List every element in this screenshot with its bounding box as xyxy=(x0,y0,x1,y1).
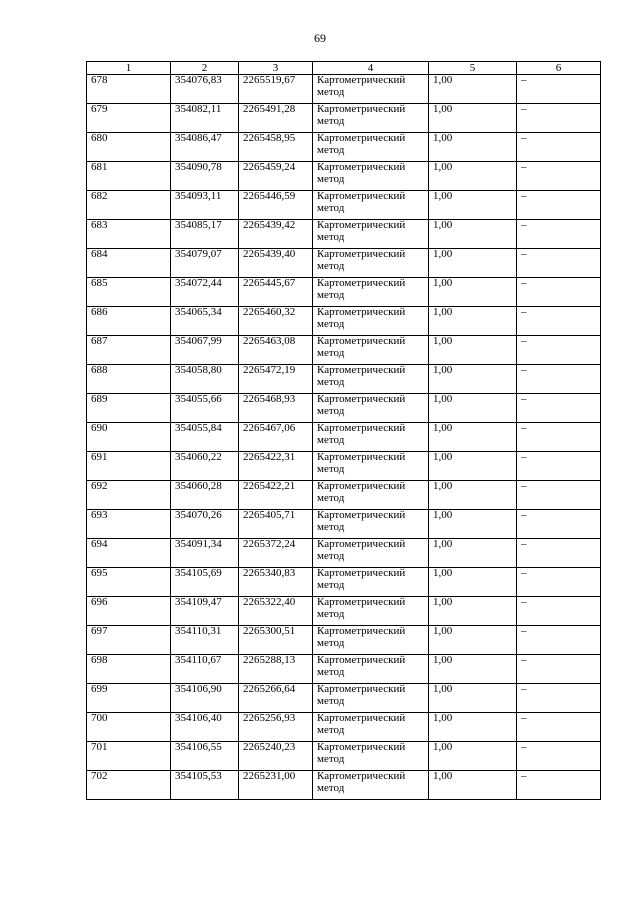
method-text: Картометрический xyxy=(317,306,406,318)
x-coordinate-cell: 354090,78 xyxy=(171,162,239,191)
method-cell xyxy=(313,278,429,307)
point-number-cell: 702 xyxy=(87,771,171,800)
table-header-row xyxy=(87,62,601,75)
y-coordinate-cell: 2265467,06 xyxy=(239,423,313,452)
method-cell xyxy=(313,104,429,133)
method-text: Картометрический xyxy=(317,248,406,260)
accuracy-cell: 1,00 xyxy=(429,394,517,423)
method-text: метод xyxy=(317,346,345,359)
point-number-cell: 694 xyxy=(87,539,171,568)
method-text: метод xyxy=(317,230,345,243)
point-number-cell: 700 xyxy=(87,713,171,742)
x-coordinate-cell: 354106,40 xyxy=(171,713,239,742)
method-text: метод xyxy=(317,85,345,98)
table-row xyxy=(87,423,601,452)
note-cell: – xyxy=(517,684,601,713)
note-cell: – xyxy=(517,104,601,133)
point-number-cell: 687 xyxy=(87,336,171,365)
note-cell: – xyxy=(517,220,601,249)
note-cell: – xyxy=(517,278,601,307)
method-text: метод xyxy=(317,752,345,765)
table-row xyxy=(87,452,601,481)
table-row xyxy=(87,336,601,365)
point-number-cell: 688 xyxy=(87,365,171,394)
coordinates-table xyxy=(86,61,601,800)
accuracy-cell: 1,00 xyxy=(429,104,517,133)
column-header: 5 xyxy=(429,62,517,75)
method-text: метод xyxy=(317,317,345,330)
x-coordinate-cell: 354109,47 xyxy=(171,597,239,626)
accuracy-cell: 1,00 xyxy=(429,307,517,336)
y-coordinate-cell: 2265322,40 xyxy=(239,597,313,626)
point-number-cell: 698 xyxy=(87,655,171,684)
x-coordinate-cell: 354106,55 xyxy=(171,742,239,771)
x-coordinate-cell: 354067,99 xyxy=(171,336,239,365)
point-number-cell: 680 xyxy=(87,133,171,162)
method-text: метод xyxy=(317,607,345,620)
note-cell: – xyxy=(517,133,601,162)
y-coordinate-cell: 2265439,40 xyxy=(239,249,313,278)
method-text: метод xyxy=(317,491,345,504)
accuracy-cell: 1,00 xyxy=(429,365,517,394)
accuracy-cell: 1,00 xyxy=(429,684,517,713)
method-cell xyxy=(313,220,429,249)
method-text: Картометрический xyxy=(317,683,406,695)
method-cell xyxy=(313,510,429,539)
x-coordinate-cell: 354110,31 xyxy=(171,626,239,655)
method-text: метод xyxy=(317,259,345,272)
note-cell: – xyxy=(517,771,601,800)
accuracy-cell: 1,00 xyxy=(429,75,517,104)
note-cell: – xyxy=(517,191,601,220)
x-coordinate-cell: 354093,11 xyxy=(171,191,239,220)
table-row xyxy=(87,771,601,800)
point-number-cell: 693 xyxy=(87,510,171,539)
y-coordinate-cell: 2265266,64 xyxy=(239,684,313,713)
point-number-cell: 690 xyxy=(87,423,171,452)
note-cell: – xyxy=(517,423,601,452)
table-row xyxy=(87,133,601,162)
x-coordinate-cell: 354065,34 xyxy=(171,307,239,336)
method-text: Картометрический xyxy=(317,190,406,202)
method-cell xyxy=(313,133,429,162)
method-cell xyxy=(313,162,429,191)
x-coordinate-cell: 354060,28 xyxy=(171,481,239,510)
point-number-cell: 685 xyxy=(87,278,171,307)
y-coordinate-cell: 2265256,93 xyxy=(239,713,313,742)
method-cell xyxy=(313,568,429,597)
method-text: Картометрический xyxy=(317,393,406,405)
column-header: 1 xyxy=(87,62,171,75)
note-cell: – xyxy=(517,336,601,365)
point-number-cell: 681 xyxy=(87,162,171,191)
method-text: метод xyxy=(317,578,345,591)
accuracy-cell: 1,00 xyxy=(429,481,517,510)
table-row xyxy=(87,249,601,278)
method-cell xyxy=(313,684,429,713)
method-text: метод xyxy=(317,665,345,678)
note-cell: – xyxy=(517,742,601,771)
y-coordinate-cell: 2265472,19 xyxy=(239,365,313,394)
method-text: метод xyxy=(317,549,345,562)
x-coordinate-cell: 354105,69 xyxy=(171,568,239,597)
accuracy-cell: 1,00 xyxy=(429,336,517,365)
page-number: 69 xyxy=(314,31,326,45)
note-cell: – xyxy=(517,713,601,742)
point-number-cell: 689 xyxy=(87,394,171,423)
note-cell: – xyxy=(517,249,601,278)
y-coordinate-cell: 2265405,71 xyxy=(239,510,313,539)
point-number-cell: 697 xyxy=(87,626,171,655)
table-row xyxy=(87,510,601,539)
column-header: 4 xyxy=(313,62,429,75)
x-coordinate-cell: 354058,80 xyxy=(171,365,239,394)
accuracy-cell: 1,00 xyxy=(429,452,517,481)
note-cell: – xyxy=(517,655,601,684)
table-row xyxy=(87,655,601,684)
method-text: метод xyxy=(317,143,345,156)
column-header: 3 xyxy=(239,62,313,75)
y-coordinate-cell: 2265422,31 xyxy=(239,452,313,481)
method-cell xyxy=(313,307,429,336)
table-row xyxy=(87,75,601,104)
table-row xyxy=(87,220,601,249)
note-cell: – xyxy=(517,481,601,510)
point-number-cell: 701 xyxy=(87,742,171,771)
y-coordinate-cell: 2265468,93 xyxy=(239,394,313,423)
method-cell xyxy=(313,249,429,278)
note-cell: – xyxy=(517,510,601,539)
accuracy-cell: 1,00 xyxy=(429,510,517,539)
x-coordinate-cell: 354110,67 xyxy=(171,655,239,684)
x-coordinate-cell: 354091,34 xyxy=(171,539,239,568)
accuracy-cell: 1,00 xyxy=(429,249,517,278)
accuracy-cell: 1,00 xyxy=(429,539,517,568)
x-coordinate-cell: 354072,44 xyxy=(171,278,239,307)
x-coordinate-cell: 354085,17 xyxy=(171,220,239,249)
note-cell: – xyxy=(517,539,601,568)
accuracy-cell: 1,00 xyxy=(429,713,517,742)
table-row xyxy=(87,278,601,307)
y-coordinate-cell: 2265300,51 xyxy=(239,626,313,655)
point-number-cell: 684 xyxy=(87,249,171,278)
method-text: Картометрический xyxy=(317,451,406,463)
method-text: Картометрический xyxy=(317,161,406,173)
method-text: метод xyxy=(317,201,345,214)
x-coordinate-cell: 354060,22 xyxy=(171,452,239,481)
column-header: 2 xyxy=(171,62,239,75)
method-text: Картометрический xyxy=(317,625,406,637)
method-cell xyxy=(313,713,429,742)
note-cell: – xyxy=(517,452,601,481)
accuracy-cell: 1,00 xyxy=(429,133,517,162)
method-text: Картометрический xyxy=(317,103,406,115)
y-coordinate-cell: 2265491,28 xyxy=(239,104,313,133)
table-row xyxy=(87,191,601,220)
accuracy-cell: 1,00 xyxy=(429,423,517,452)
note-cell: – xyxy=(517,365,601,394)
method-text: метод xyxy=(317,375,345,388)
point-number-cell: 696 xyxy=(87,597,171,626)
x-coordinate-cell: 354070,26 xyxy=(171,510,239,539)
y-coordinate-cell: 2265231,00 xyxy=(239,771,313,800)
table-row xyxy=(87,539,601,568)
method-cell xyxy=(313,75,429,104)
accuracy-cell: 1,00 xyxy=(429,278,517,307)
point-number-cell: 682 xyxy=(87,191,171,220)
accuracy-cell: 1,00 xyxy=(429,626,517,655)
table-row xyxy=(87,713,601,742)
note-cell: – xyxy=(517,75,601,104)
note-cell: – xyxy=(517,307,601,336)
note-cell: – xyxy=(517,597,601,626)
point-number-cell: 683 xyxy=(87,220,171,249)
table-row xyxy=(87,742,601,771)
column-header: 6 xyxy=(517,62,601,75)
point-number-cell: 695 xyxy=(87,568,171,597)
method-cell xyxy=(313,655,429,684)
method-text: метод xyxy=(317,781,345,794)
method-cell xyxy=(313,394,429,423)
table-row xyxy=(87,481,601,510)
method-text: Картометрический xyxy=(317,422,406,434)
method-text: Картометрический xyxy=(317,538,406,550)
method-cell xyxy=(313,336,429,365)
table-row xyxy=(87,626,601,655)
method-text: Картометрический xyxy=(317,509,406,521)
method-cell xyxy=(313,626,429,655)
note-cell: – xyxy=(517,394,601,423)
accuracy-cell: 1,00 xyxy=(429,220,517,249)
x-coordinate-cell: 354106,90 xyxy=(171,684,239,713)
method-cell xyxy=(313,423,429,452)
method-text: Картометрический xyxy=(317,277,406,289)
x-coordinate-cell: 354105,53 xyxy=(171,771,239,800)
note-cell: – xyxy=(517,626,601,655)
method-text: Картометрический xyxy=(317,567,406,579)
method-text: Картометрический xyxy=(317,596,406,608)
table-row xyxy=(87,365,601,394)
y-coordinate-cell: 2265463,08 xyxy=(239,336,313,365)
x-coordinate-cell: 354055,66 xyxy=(171,394,239,423)
accuracy-cell: 1,00 xyxy=(429,742,517,771)
method-text: Картометрический xyxy=(317,741,406,753)
method-text: метод xyxy=(317,694,345,707)
table-row xyxy=(87,307,601,336)
method-text: Картометрический xyxy=(317,712,406,724)
method-text: метод xyxy=(317,114,345,127)
note-cell: – xyxy=(517,162,601,191)
method-cell xyxy=(313,597,429,626)
method-text: Картометрический xyxy=(317,335,406,347)
y-coordinate-cell: 2265445,67 xyxy=(239,278,313,307)
method-text: метод xyxy=(317,172,345,185)
method-text: метод xyxy=(317,636,345,649)
accuracy-cell: 1,00 xyxy=(429,655,517,684)
y-coordinate-cell: 2265240,23 xyxy=(239,742,313,771)
table-row xyxy=(87,597,601,626)
point-number-cell: 699 xyxy=(87,684,171,713)
y-coordinate-cell: 2265372,24 xyxy=(239,539,313,568)
accuracy-cell: 1,00 xyxy=(429,771,517,800)
point-number-cell: 692 xyxy=(87,481,171,510)
y-coordinate-cell: 2265519,67 xyxy=(239,75,313,104)
point-number-cell: 686 xyxy=(87,307,171,336)
y-coordinate-cell: 2265446,59 xyxy=(239,191,313,220)
method-cell xyxy=(313,191,429,220)
y-coordinate-cell: 2265340,83 xyxy=(239,568,313,597)
method-cell xyxy=(313,771,429,800)
note-cell: – xyxy=(517,568,601,597)
point-number-cell: 678 xyxy=(87,75,171,104)
method-text: Картометрический xyxy=(317,219,406,231)
accuracy-cell: 1,00 xyxy=(429,162,517,191)
method-cell xyxy=(313,452,429,481)
method-text: метод xyxy=(317,404,345,417)
table-row xyxy=(87,684,601,713)
point-number-cell: 691 xyxy=(87,452,171,481)
method-text: Картометрический xyxy=(317,770,406,782)
method-text: метод xyxy=(317,288,345,301)
x-coordinate-cell: 354086,47 xyxy=(171,133,239,162)
method-cell xyxy=(313,742,429,771)
table-row xyxy=(87,162,601,191)
point-number-cell: 679 xyxy=(87,104,171,133)
x-coordinate-cell: 354079,07 xyxy=(171,249,239,278)
method-cell xyxy=(313,539,429,568)
method-cell xyxy=(313,365,429,394)
y-coordinate-cell: 2265458,95 xyxy=(239,133,313,162)
method-text: метод xyxy=(317,723,345,736)
x-coordinate-cell: 354055,84 xyxy=(171,423,239,452)
method-text: Картометрический xyxy=(317,74,406,86)
y-coordinate-cell: 2265422,21 xyxy=(239,481,313,510)
method-text: Картометрический xyxy=(317,132,406,144)
x-coordinate-cell: 354076,83 xyxy=(171,75,239,104)
y-coordinate-cell: 2265288,13 xyxy=(239,655,313,684)
table-row xyxy=(87,394,601,423)
method-cell xyxy=(313,481,429,510)
method-text: метод xyxy=(317,520,345,533)
method-text: Картометрический xyxy=(317,654,406,666)
method-text: Картометрический xyxy=(317,364,406,376)
y-coordinate-cell: 2265459,24 xyxy=(239,162,313,191)
method-text: Картометрический xyxy=(317,480,406,492)
y-coordinate-cell: 2265460,32 xyxy=(239,307,313,336)
method-text: метод xyxy=(317,433,345,446)
accuracy-cell: 1,00 xyxy=(429,568,517,597)
method-text: метод xyxy=(317,462,345,475)
y-coordinate-cell: 2265439,42 xyxy=(239,220,313,249)
accuracy-cell: 1,00 xyxy=(429,191,517,220)
table-row xyxy=(87,104,601,133)
accuracy-cell: 1,00 xyxy=(429,597,517,626)
table-row xyxy=(87,568,601,597)
x-coordinate-cell: 354082,11 xyxy=(171,104,239,133)
